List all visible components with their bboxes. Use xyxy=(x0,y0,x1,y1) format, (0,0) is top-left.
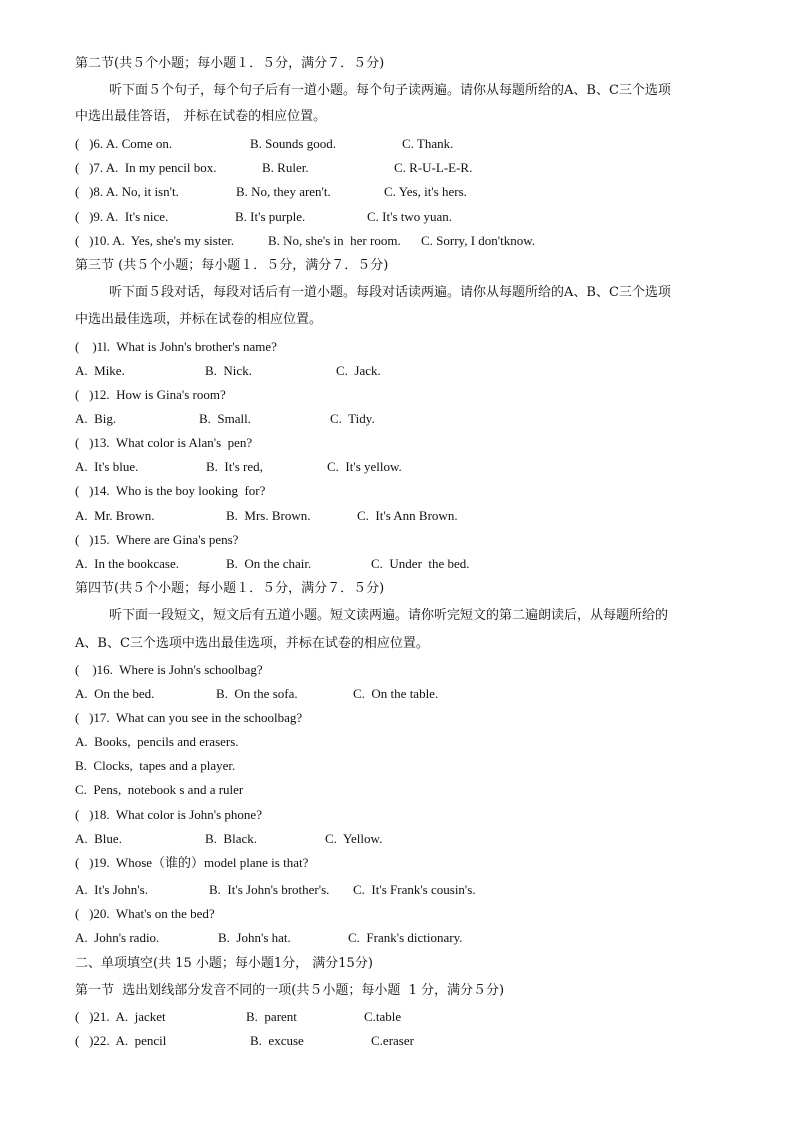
question-stem: ( )18. What color is John's phone? xyxy=(75,807,262,822)
option-a: A. It's blue. xyxy=(75,459,139,474)
option-b: B. On the sofa. xyxy=(216,686,298,701)
option-c: C.table xyxy=(364,1009,402,1024)
option-b: B. It's John's brother's. xyxy=(209,882,330,897)
option-c: C. It's Ann Brown. xyxy=(357,508,458,523)
part-2-section-1-heading: 第一节 选出划线部分发音不同的一项(共５小题；每小题 1 分，满分５分) xyxy=(75,983,505,998)
section-3-instructions-line-1: 听下面５段对话，每段对话后有一道小题。每段对话读两遍。请你从每题所给的A、B、C三个选项 xyxy=(109,285,671,300)
option-b: B. Small. xyxy=(199,411,252,426)
option-c: C. R-U-L-E-R. xyxy=(394,160,473,175)
option-c: C. Tidy. xyxy=(330,411,375,426)
question-stem: ( )16. Where is John's schoolbag? xyxy=(75,662,263,677)
option-b: B. Sounds good. xyxy=(250,136,336,151)
option-b: B. Clocks, tapes and a player. xyxy=(75,758,236,773)
question-stem: ( )17. What can you see in the schoolbag? xyxy=(75,710,303,725)
section-2-instructions-line-1: 听下面５个句子，每个句子后有一道小题。每个句子读两遍。请你从每题所给的A、B、C三个选项 xyxy=(109,83,671,98)
option-b: B. Black. xyxy=(205,831,257,846)
question-stem: ( )9. A. It's nice. xyxy=(75,209,169,224)
option-b: B. It's purple. xyxy=(235,209,306,224)
option-a: A. Mr. Brown. xyxy=(75,508,155,523)
part-2-heading: 二、单项填空(共 15 小题；每小题1分， 满分15分) xyxy=(75,956,373,971)
question-stem: ( )7. A. In my pencil box. xyxy=(75,160,217,175)
section-3-instructions-line-2: 中选出最佳选项，并标在试卷的相应位置。 xyxy=(75,312,323,327)
question-stem: ( )10. A. Yes, she's my sister. xyxy=(75,233,235,248)
option-a: A. Blue. xyxy=(75,831,122,846)
option-b: B. excuse xyxy=(250,1033,304,1048)
option-a: A. Big. xyxy=(75,411,117,426)
option-c: C. Yes, it's hers. xyxy=(384,184,467,199)
question-stem: ( )22. A. pencil xyxy=(75,1033,167,1048)
option-c: C. It's two yuan. xyxy=(367,209,453,224)
section-2-instructions-line-2: 中选出最佳答语， 并标在试卷的相应位置。 xyxy=(75,109,327,124)
option-b: B. No, they aren't. xyxy=(236,184,331,199)
option-c: C. It's Frank's cousin's. xyxy=(353,882,476,897)
option-a: A. On the bed. xyxy=(75,686,155,701)
option-a: A. Mike. xyxy=(75,363,125,378)
question-stem: ( )21. A. jacket xyxy=(75,1009,166,1024)
option-c: C. On the table. xyxy=(353,686,439,701)
question-stem: ( )13. What color is Alan's pen? xyxy=(75,435,253,450)
option-b: B. Ruler. xyxy=(262,160,309,175)
option-b: B. Nick. xyxy=(205,363,252,378)
option-a: A. It's John's. xyxy=(75,882,148,897)
option-c: C. Sorry, I don'tknow. xyxy=(421,233,536,248)
question-stem: ( )20. What's on the bed? xyxy=(75,906,215,921)
option-c: C. Under the bed. xyxy=(371,556,470,571)
option-a: A. John's radio. xyxy=(75,930,160,945)
option-b: B. No, she's in her room. xyxy=(268,233,401,248)
question-stem: ( )8. A. No, it isn't. xyxy=(75,184,179,199)
option-b: B. It's red, xyxy=(206,459,263,474)
option-c: C. Jack. xyxy=(336,363,381,378)
option-b: B. Mrs. Brown. xyxy=(226,508,311,523)
section-4-heading: 第四节(共５个小题；每小题１．５分，满分７．５分) xyxy=(75,581,385,596)
section-4-instructions-line-2: A、B、C三个选项中选出最佳选项，并标在试卷的相应位置。 xyxy=(75,636,429,651)
section-3-heading: 第三节 (共５个小题；每小题１．５分，满分７．５分) xyxy=(75,258,389,273)
question-stem: ( )19. Whose（谁的）model plane is that? xyxy=(75,855,309,870)
section-2-heading: 第二节(共５个小题；每小题１．５分，满分７．５分) xyxy=(75,56,385,71)
question-stem: ( )12. How is Gina's room? xyxy=(75,387,226,402)
section-4-instructions-line-1: 听下面一段短文，短文后有五道小题。短文读两遍。请你听完短文的第二遍朗读后，从每题所给的 xyxy=(109,608,669,623)
question-stem: ( )1l. What is John's brother's name? xyxy=(75,339,277,354)
option-a: A. Books, pencils and erasers. xyxy=(75,734,239,749)
option-b: B. On the chair. xyxy=(226,556,312,571)
question-stem: ( )6. A. Come on. xyxy=(75,136,173,151)
option-b: B. John's hat. xyxy=(218,930,291,945)
option-c: C. Yellow. xyxy=(325,831,383,846)
option-c: C.eraser xyxy=(371,1033,414,1048)
option-c: C. Thank. xyxy=(402,136,454,151)
option-c: C. It's yellow. xyxy=(327,459,402,474)
option-c: C. Frank's dictionary. xyxy=(348,930,463,945)
option-c: C. Pens, notebook s and a ruler xyxy=(75,782,244,797)
option-b: B. parent xyxy=(246,1009,297,1024)
question-stem: ( )14. Who is the boy looking for? xyxy=(75,483,266,498)
question-stem: ( )15. Where are Gina's pens? xyxy=(75,532,239,547)
option-a: A. In the bookcase. xyxy=(75,556,179,571)
